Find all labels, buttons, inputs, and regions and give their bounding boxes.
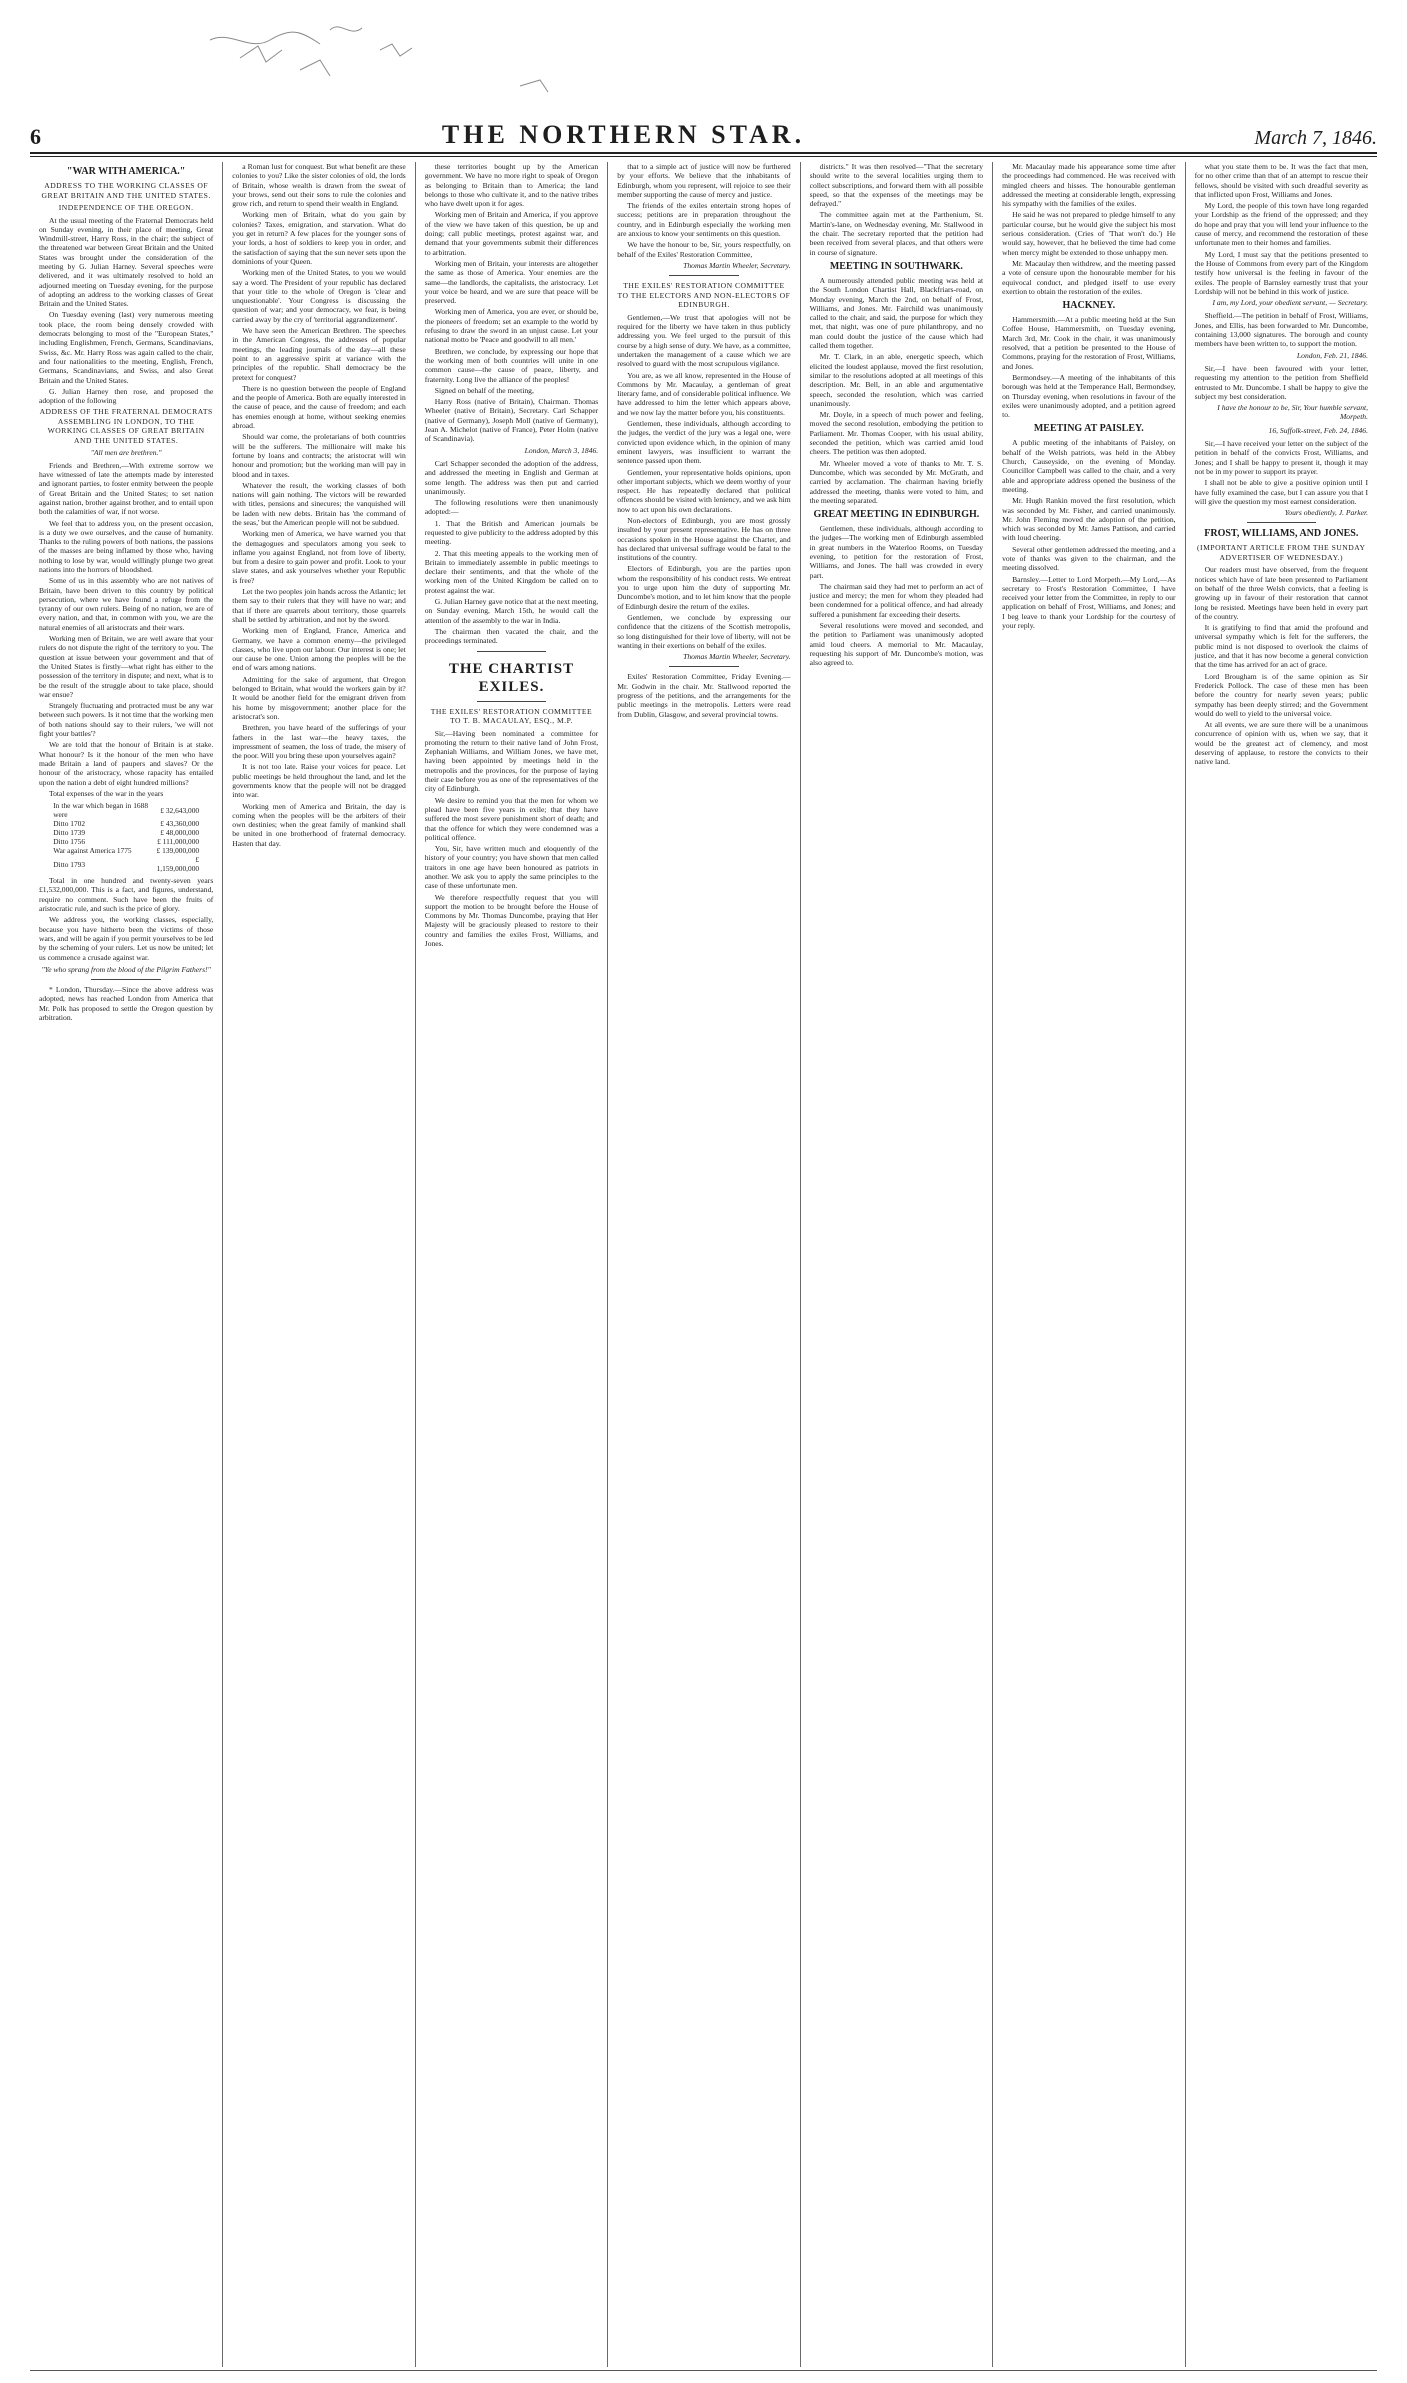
table-row <box>51 846 201 855</box>
table-row <box>51 855 201 873</box>
paragraph: You, Sir, have written much and eloquently of the history of your country; you have shown that men called traitors in one age have been honoured as patriots in another. We ask you to apply the same principles to the case of these unfortunate men. <box>424 844 599 891</box>
paragraph: It is not too late. Raise your voices for peace. Let public meetings be held throughout the land, and let the governments know that the people will not be dragged into war. <box>232 762 406 800</box>
paragraph: Electors of Edinburgh, you are the parties upon whom the responsibility of his conduct rests. We entreat you to urge upon him the duty of supporting Mr. Duncombe's motion, and to let him know that the people of Edinburgh desire the return of the exiles. <box>617 564 791 611</box>
paragraph: On Tuesday evening (last) very numerous meeting took place, the room being densely crowded with democrats belonging to most of the "European States," including Englishmen, French, Germans, Scandinavians, Swiss, &c. Mr. Harry Ross was again called to the chair, and four nationalities to the meeting, English, French, Germans, Scandinavians, and Swiss, and also Great Britain and the United States. <box>39 310 214 385</box>
paragraph: districts." It was then resolved—"That the secretary should write to the several localities urging them to collect subscriptions, and forward them with all possible speed, so that the expenses of the meetings may be defrayed." <box>809 162 984 209</box>
paragraph: Gentlemen, your representative holds opinions, upon other important subjects, which we deem worthy of your respect. He has repeatedly declared that political offences should be visited with leniency, and we ask him now to act upon his own declarations. <box>617 467 791 514</box>
signature-intro: Signed on behalf of the meeting, <box>434 385 534 395</box>
paragraph: Gentlemen, these individuals, although according to the judges, the verdict of the jury was a legal one, were convicted upon evidence which, in the opinion of many eminent lawyers, was insufficient to warrant the sentence passed upon them. <box>617 419 791 466</box>
divider <box>91 979 161 980</box>
paragraph: Sir,—I have been favoured with your letter, requesting my attention to the petition from Sheffield entrusted to Mr. Duncombe. I shall be happy to give the subject my best consideration. <box>1194 363 1369 401</box>
column-1 <box>30 162 222 2367</box>
table-cell: £ 48,000,000 <box>160 828 200 838</box>
paragraph: Working men of America, we have warned you that the demagogues and speculators among you seek to inflame you against England, not from love of liberty, but from a desire to gain power and profit. Look to your slave states, and ask yourselves whether your Republic is free? <box>232 529 406 585</box>
paragraph: Mr. Macaulay then withdrew, and the meeting passed a vote of censure upon the honourable member for his equivocal conduct, and pledged itself to use every exertion to obtain the restoration of the exiles. <box>1002 258 1176 296</box>
page-number: 6 <box>30 124 41 149</box>
paragraph: 1. That the British and American journals be requested to give publicity to the address adopted by this meeting. <box>424 518 599 547</box>
article-subheadline: (IMPORTANT ARTICLE FROM THE SUNDAY ADVERTISER OF WEDNESDAY.) <box>1197 543 1366 562</box>
section-headline: THE CHARTIST EXILES. <box>448 660 575 695</box>
divider <box>669 275 738 276</box>
masthead <box>30 118 1377 150</box>
paragraph: Whatever the result, the working classes of both nations will gain nothing. The victors will be rewarded with titles, pensions and sinecures; the vanquished will be laden with new debts. Britain has 'the command of the seas,' but the American people will not be subdued. <box>232 480 406 527</box>
address-heading: ADDRESS OF THE FRATERNAL DEMOCRATS ASSEMBLING IN LONDON, TO THE WORKING CLASSES OF GREAT BRITAIN AND THE UNITED STATES. <box>39 407 213 445</box>
paragraph: Mr. Macaulay made his appearance some time after the proceedings had commenced. He was received with mingled cheers and hisses. The honourable gentleman addressed the meeting at considerable length, expressing his sympathy with the families of the exiles. <box>1002 162 1176 209</box>
column-2 <box>222 162 414 2367</box>
column-3 <box>415 162 607 2367</box>
article-subheadline-2: INDEPENDENCE OF THE OREGON. <box>58 203 194 212</box>
paragraph: G. Julian Harney gave notice that at the next meeting, on Sunday evening, March 15th, he would call the attention of the assembly to the war in India. <box>424 597 599 625</box>
signature: Yours obediently, J. Parker. <box>1284 508 1369 518</box>
paragraph: The chairman said they had met to perform an act of justice and mercy; the men for whom they pleaded had been condemned for a political offence, and had already suffered a punishment far exceeding their deserts. <box>809 581 984 619</box>
table-row <box>51 828 201 837</box>
poem-line: "Ye who sprang from the blood of the Pilgrim Fathers!" <box>41 964 211 974</box>
article-headline: "WAR WITH AMERICA." <box>66 166 186 177</box>
paragraph: Should war come, the proletarians of both countries will be the sufferers. The millionaire will make his fortune by loans and contracts; the aristocrat will win honour and promotion; but the working man will pay in blood and in taxes. <box>232 432 406 479</box>
paragraph: It is gratifying to find that amid the profound and universal sympathy which is felt for the sufferers, the public mind is not disposed to overlook the claims of justice, and that it has now become a general conviction that the time has arrived for an act of grace. <box>1194 623 1369 670</box>
table-cell: £ 111,000,000 <box>157 837 200 847</box>
paragraph: We desire to remind you that the men for whom we plead have been five years in exile; that they have suffered the most severe punishment short of death; and that the offence for which they were condemned was a political offence. <box>424 795 599 842</box>
table-cell: £ 43,360,000 <box>160 819 200 829</box>
paragraph: We have seen the American Brethren. The speeches in the American Congress, the addresses of popular meetings, the leading journals of the day—all these point to an aggressive spirit at variance with the principles of the republic. Shall democracy be the pretext for conquest? <box>232 326 406 382</box>
footnote: * London, Thursday.—Since the above address was adopted, news has reached London from America that Mr. Polk has proposed to settle the Oregon question by arbitration. <box>39 985 214 1022</box>
bottom-rule <box>30 2370 1377 2371</box>
article-headline: FROST, WILLIAMS, AND JONES. <box>1204 528 1359 540</box>
table-cell: £ 1,159,000,000 <box>156 855 200 874</box>
paragraph: Let the two peoples join hands across the Atlantic; let them say to their rulers that they will have no war; and that if there are quarrels about territory, those quarrels shall be settled by arbitration, and not by the sword. <box>232 587 406 624</box>
paragraph: Gentlemen, these individuals, although according to the judges—The working men of Edinburgh assembled in great numbers in the Waterloo Rooms, on Tuesday evening, to petition for the restoration of Frost, Williams, and Jones. The hall was crowded in every part. <box>809 524 984 580</box>
paragraph: Lord Brougham is of the same opinion as Sir Frederick Pollock. The case of these men has been before the country for nearly seven years; public sympathy has been deeply stirred; and the Government would do well to yield to the universal voice. <box>1194 671 1369 718</box>
column-7 <box>1185 162 1377 2367</box>
article-subheadline: THE EXILES' RESTORATION COMMITTEE TO THE ELECTORS AND NON-ELECTORS OF EDINBURGH. <box>617 281 791 310</box>
paragraph: Barnsley.—Letter to Lord Morpeth.—My Lord,—As secretary to Frost's Restoration Committee, I have received your letter from the Committee, in reply to our application on behalf of Frost, Williams, and Jones; and I beg leave to thank your Lordship for the courtesy of your reply. <box>1002 574 1176 631</box>
paragraph: Total in one hundred and twenty-seven years £1,532,000,000. This is a fact, and figures, understand, require no comment. Such have been the fruits of aristocratic rule, and such is the price of glory. <box>39 876 214 914</box>
paragraph: He said he was not prepared to pledge himself to any particular course, but he would give the subject his most serious consideration. (Cries of 'That won't do.') He would say, however, that he believed the time had come when mercy might be extended to those unhappy men. <box>1002 210 1176 257</box>
newspaper-title: THE NORTHERN STAR. <box>441 120 806 149</box>
paragraph: A public meeting of the inhabitants of Paisley, on behalf of the Welsh patriots, was held in the Abbey Church, Causeyside, on the evening of Monday. Councillor Campbell was called to the chair, and a very able and appropriate address opened the business of the meeting. <box>1002 438 1176 494</box>
signature: I am, my Lord, your obedient servant, — Secretary. <box>1212 298 1369 308</box>
article-columns <box>30 162 1377 2367</box>
article-subheadline: ADDRESS TO THE WORKING CLASSES OF GREAT BRITAIN AND THE UNITED STATES. <box>41 181 211 200</box>
torn-edge-graphic <box>0 0 1407 118</box>
paragraph: Working men of America, you are ever, or should be, the pioneers of freedom; set an example to the world by refusing to draw the sword in an unjust cause. Let your national motto be 'Peace and goodwill to all men.' <box>424 307 599 345</box>
paragraph: Working men of England, France, America and Germany, we have a common enemy—the privileged classes, who live upon our labour. Our interest is one; let our cause be one. Union among the peoples will be the end of wars among nations. <box>232 626 406 673</box>
paragraph: Mr. T. Clark, in an able, energetic speech, which elicited the loudest applause, moved the first resolution, similar to the resolutions adopted at all meetings of this description. Mr. Bell, in an able and argumentative speech, seconded the resolution, which was carried unanimously. <box>809 352 984 408</box>
article-headline: GREAT MEETING IN EDINBURGH. <box>813 509 980 521</box>
paragraph: Gentlemen, we conclude by expressing our confidence that the citizens of the Scottish metropolis, so long distinguished for their love of liberty, will not be wanting in their exertions on behalf of the exiles. <box>617 612 791 650</box>
paragraph: Hammersmith.—At a public meeting held at the Sun Coffee House, Hammersmith, on Tuesday evening, March 3rd, Mr. Cook in the chair, it was unanimously resolved, that a petition be presented to the House of Commons, praying for the restoration of Frost, Williams, and Jones. <box>1002 315 1176 371</box>
table-cell <box>51 819 150 828</box>
paragraph: Working men of America and Britain, the day is coming when the peoples will be the arbiters of their own destinies; when the great family of mankind shall be united in one brotherhood of fraternal democracy. Hasten that day. <box>232 801 406 848</box>
masthead-rule <box>30 152 1377 154</box>
divider <box>477 651 546 652</box>
signature: Thomas Martin Wheeler, Secretary. <box>683 260 791 270</box>
paragraph: Friends and Brethren,—With extreme sorrow we have witnessed of late the attempts made by interested and ignorant parties, to foster enmity between the people of Great Britain and the United States; to set nation against nation, brother against brother, and to entail upon both the calamities of war, if not worse. <box>39 460 214 517</box>
paragraph: Sir,—Having been nominated a committee for promoting the return to their native land of John Frost, Zephaniah Williams, and William Jones, we have met, having been appointed by meetings held in the metropolis and the provinces, for the purpose of laying their case before you as one of the representatives of the city of Edinburgh. <box>424 728 599 794</box>
table-cell <box>51 837 150 846</box>
table-cell <box>51 828 150 837</box>
paragraph: We address you, the working classes, especially, because you have hitherto been the victims of those wars, and will be again if you permit yourselves to be led by the scheming of your rulers. Let us now be united; let us commence a crusade against war. <box>39 915 214 962</box>
paragraph: Several resolutions were moved and seconded, and the petition to Parliament was unanimously adopted amid loud cheers. A memorial to Mr. Macaulay, requesting his support of Mr. Duncombe's motion, was also agreed to. <box>809 621 984 668</box>
paragraph: A numerously attended public meeting was held at the South London Chartist Hall, Blackfriars-road, on Monday evening, March the 2nd, on behalf of Frost, Williams, and Jones. Mr. Fairchild was unanimously called to the chair, and said, the purpose for which they met, that night, was one of pure philanthropy, and no man could doubt the justice of the cause which had called them together. <box>809 275 984 351</box>
paragraph: Working men of Britain, what do you gain by colonies? Taxes, emigration, and starvation. What do you get in return? A few places for the younger sons of your lords, a host of soldiers to keep you in order, and the satisfaction of saying that the sun never sets upon the dominions of your Queen. <box>232 210 406 266</box>
column-6 <box>992 162 1184 2367</box>
war-expenses-table <box>51 801 201 873</box>
paragraph: The committee again met at the Parthenium, St. Martin's-lane, on Wednesday evening, Mr. Stallwood in the chair. The secretary reported that the petition had been received from several places, and that others were in course of signature. <box>809 210 984 257</box>
paragraph: Our readers must have observed, from the frequent notices which have of late been presented to Parliament on behalf of the three Welsh convicts, that a feeling is growing up in favour of their restoration that cannot long be resisted. Meetings have been held in every part of the country. <box>1194 565 1369 621</box>
divider <box>669 666 738 667</box>
torn-top-edge <box>0 0 1407 118</box>
table-cell-label: Ditto <box>53 819 69 829</box>
article-headline: MEETING AT PAISLEY. <box>1033 423 1144 435</box>
paragraph: Working men of Britain, your interests are altogether the same as those of America. Your enemies are the same—the landlords, the capitalists, the aristocracy. Let your voice be heard, and we are sure that peace will be preserved. <box>424 258 599 306</box>
issue-date: March 7, 1846. <box>1254 127 1377 149</box>
paragraph: We are told that the honour of Britain is at stake. What honour? Is it the honour of the men who have made Britain a land of paupers and slaves? Or the honour of the aristocracy, whose rapacity has entailed upon the nation a debt of eight hundred millions? <box>39 740 214 787</box>
table-row <box>51 819 201 828</box>
paragraph: Admitting for the sake of argument, that Oregon belonged to Britain, what would the workers gain by it? It would be another field for the emigrant driven from his home by misgovernment; another place for the aristocrat's son. <box>232 674 406 721</box>
paragraph: Sir,—I have received your letter on the subject of the petition in behalf of the convicts Frost, Williams, and Jones; and I shall be happy to present it, though it may not be in my power to support its prayer. <box>1194 439 1369 476</box>
table-cell-label: Ditto <box>53 859 69 869</box>
paragraph: Carl Schapper seconded the adoption of the address, and addressed the meeting in English and German at some length. The address was then put and carried unanimously. <box>424 458 599 496</box>
signature: Thomas Martin Wheeler, Secretary. <box>683 652 791 662</box>
paragraph: Working men of Britain and America, if you approve of the view we have taken of this question, be up and doing; call public meetings, protest against war, and demand that your governments submit their differences to arbitration. <box>424 210 599 257</box>
date-line: London, March 3, 1846. <box>524 445 599 455</box>
paragraph: You are, as we all know, represented in the House of Commons by Mr. Macaulay, a gentleman of great literary fame, and of considerable political influence. We have addressed to him the letter which appears above, and we now lay the matter before you, his constituents. <box>617 370 791 417</box>
paragraph: G. Julian Harney then rose, and proposed the adoption of the following <box>39 386 214 406</box>
paragraph: We have the honour to be, Sir, yours respectfully, on behalf of the Exiles' Restoration Committee, <box>617 240 791 259</box>
masthead-rule-thin <box>30 156 1377 157</box>
table-row <box>51 801 201 819</box>
paragraph: Exiles' Restoration Committee, Friday Evening.—Mr. Godwin in the chair. Mr. Stallwood reported the progress of the petitions, and the arrangements for the public meetings in the metropolis. Letters were read from Dublin, Glasgow, and several provincial towns. <box>617 672 791 719</box>
article-headline: MEETING IN SOUTHWARK. <box>829 260 963 272</box>
table-cell <box>51 855 150 873</box>
paragraph: Brethren, you have heard of the sufferings of your fathers in the last war—the heavy taxes, the impressment of seamen, the loss of trade, the misery of the poor. Will you bring these upon yourselves again? <box>232 723 406 761</box>
paragraph: Sheffield.—The petition in behalf of Frost, Williams, Jones, and Ellis, has been forwarded to Mr. Duncombe, containing 13,000 signatures. The borough and county members have been written to, to support the motion. <box>1194 311 1369 349</box>
signatures: Harry Ross (native of Britain), Chairman. Thomas Wheeler (native of Britain), Secretary. Carl Schapper (native of Germany), Joseph Moll (native of Germany), Jean A. Michelot (native of France), Peter Holm (native of Scandinavia). <box>424 397 599 444</box>
paragraph: The chairman then vacated the chair, and the proceedings terminated. <box>424 626 599 646</box>
article-subheadline: THE EXILES' RESTORATION COMMITTEE TO T. B. MACAULAY, ESQ., M.P. <box>430 706 593 726</box>
paragraph: Bermondsey.—A meeting of the inhabitants of this borough was held at the Temperance Hall, Bermondsey, on Thursday evening, when resolutions in favour of the exiles were unanimously adopted, and a petition agreed to. <box>1002 372 1176 420</box>
paragraph: Some of us in this assembly who are not natives of Britain, have been driven to this country by political persecution, where we have found a refuge from the tyranny of our own rulers. Being of no nation, we are of every nation, and that, in common with you, we are the natural enemies of all aristocrats and their wars. <box>39 576 214 632</box>
divider <box>477 701 546 702</box>
paragraph: Gentlemen,—We trust that apologies will not be required for the liberty we have taken in thus publicly addressing you. We feel urged to the pursuit of this course by a high sense of duty. We have, as a committee, undertaken the management of a cause which we are resolved to guard with the most scrupulous vigilance. <box>617 312 791 369</box>
column-4 <box>607 162 799 2367</box>
date-line: 16, Suffolk-street, Feb. 24, 1846. <box>1268 425 1369 435</box>
table-cell-year: 1739 <box>70 828 86 838</box>
paragraph: a Roman lust for conquest. But what benefit are these colonies to you? Like the sister colonies of old, the lords of Britain, whose wealth is drawn from the sweat of your brows, send out their sons to rule the colonies and grow rich, and return to spend their wealth in England. <box>232 162 406 209</box>
table-cell: In the war which began in 1688 were <box>53 801 149 820</box>
paragraph: We feel that to address you, on the present occasion, is a duty we owe ourselves, and the cause of humanity. Thanks to the ruling powers of both nations, the passions of the masses are being inflamed by those who, having nothing to lose by war, would willingly plunge two great nations into the horrors of bloodshed. <box>39 518 214 574</box>
paragraph: The friends of the exiles entertain strong hopes of success; petitions are in preparation throughout the country, and in Edinburgh especially the working men are anxious to know your sentiments on this question. <box>617 201 791 239</box>
paragraph: Mr. Wheeler moved a vote of thanks to Mr. T. S. Duncombe, which was seconded by Mr. McGrath, and carried by acclamation. The chairman having briefly addressed the meeting, thanks were voted to him, and the meeting separated. <box>809 458 984 505</box>
divider <box>1247 522 1316 523</box>
paragraph: 2. That this meeting appeals to the working men of Britain to immediately assemble in public meetings to declare their sentiments, and that the whole of the working men of the United Kingdom be called on to protest against the war. <box>424 548 599 595</box>
table-caption: Total expenses of the war in the years <box>49 788 164 798</box>
table-row <box>51 837 201 846</box>
paragraph: At the usual meeting of the Fraternal Democrats held on Sunday evening, in their place of meeting, Great Windmill-street, Harry Ross, in the chair; the subject of the threatened war between Great Britain and the United States was brought under the consideration of the meeting by G. Julian Harney. Several speeches were delivered, and it was ultimately resolved to hold an adjourned meeting on Tuesday evening, for the purpose of adopting an address to the working classes of Great Britain and the United States. <box>39 215 214 309</box>
paragraph: At all events, we are sure there will be a unanimous concurrence of opinion with us, when we say, that it would be the greatest act of clemency, and most deserving of applause, to restore the convicts to their native land. <box>1194 720 1369 767</box>
paragraph: Brethren, we conclude, by expressing our hope that the working men of both countries will unite in one common cause—the cause of peace, liberty, and fraternity. Long live the alliance of the peoples! <box>424 346 599 384</box>
paragraph: Non-electors of Edinburgh, you are most grossly insulted by your present representative. He has on three occasions spoken in the House against the Charter, and has declared that universal suffrage would be fatal to the institutions of the country. <box>617 516 791 563</box>
table-cell-year: 1702 <box>70 819 86 829</box>
paragraph: that to a simple act of justice will now be furthered by your efforts. We believe that the inhabitants of Edinburgh, whom you represent, will rejoice to see their member supporting the cause of mercy and justice. <box>617 162 791 199</box>
table-cell: £ 139,000,000 <box>156 846 200 856</box>
column-5 <box>800 162 992 2367</box>
address-motto: "All men are brethren." <box>90 448 162 458</box>
date-line: London, Feb. 21, 1846. <box>1296 350 1369 360</box>
paragraph: Several other gentlemen addressed the meeting, and a vote of thanks was given to the chairman, and the meeting dissolved. <box>1002 544 1176 573</box>
paragraph: My Lord, the people of this town have long regarded your Lordship as the friend of the oppressed; and they do hope and pray that you will lend your influence to the cause of mercy, and recommend the restoration of these unfortunate men to their homes and families. <box>1194 201 1369 248</box>
paragraph: Mr. Doyle, in a speech of much power and feeling, moved the second resolution, embodying the petition to Parliament. Mr. Thomas Cooper, with his usual ability, seconded the petition, which was carried amid loud cheers. The petition was then adopted. <box>809 410 984 457</box>
table-cell-year: 1756 <box>70 837 86 847</box>
table-cell-label: Ditto <box>53 837 69 847</box>
paragraph: We therefore respectfully request that you will support the motion to be brought before the House of Commons by Mr. Thomas Duncombe, praying that Her Majesty will be graciously pleased to restore to their country and families the exiles Frost, Williams, and Jones. <box>424 892 599 949</box>
table-cell: War against America 1775 <box>53 846 132 856</box>
signature: I have the honour to be, Sir, Your humble servant, Morpeth. <box>1217 403 1369 422</box>
paragraph: Working men of the United States, to you we would say a word. The President of your republic has declared that your title to the whole of Oregon is 'clear and unquestionable'. Your Congress is discussing the question of war; and your democracy, we fear, is being carried away by the cry of 'territorial aggrandizement'. <box>232 268 406 324</box>
paragraph: these territories bought up by the American government. We have no more right to speak of Oregon as belonging to Britain than to America; the land belongs to those who cultivate it, and to the native tribes who have dwelt upon it for ages. <box>424 162 599 209</box>
article-headline: HACKNEY. <box>1062 300 1116 312</box>
table-cell-label: Ditto <box>53 828 69 838</box>
paragraph: Mr. Hugh Rankin moved the first resolution, which was seconded by Mr. Fisher, and carried unanimously. Mr. John Fleming moved the adoption of the petition, which was seconded by Mr. James Pattison, and carried with loud cheering. <box>1002 496 1176 543</box>
paragraph: Strangely fluctuating and protracted must be any war between such powers. Is it not time that the working men of both nations should say to their rulers, 'we will not fight your battles'? <box>39 701 214 739</box>
paragraph: what you state them to be. It was the fact that men, for no other crime than that of an attempt to rescue their fellows, should be visited with such dreadful severity as that inflicted upon Frost, Williams and Jones. <box>1194 162 1369 199</box>
paragraph: The following resolutions were then unanimously adopted:— <box>424 498 599 517</box>
table-cell-year: 1793 <box>70 859 86 869</box>
paragraph: I shall not be able to give a positive opinion until I have fully examined the case, but I can assure you that I will give the question my most earnest consideration. <box>1194 478 1369 506</box>
paragraph: There is no question between the people of England and the people of America. Both are equally interested in the cause of peace, and the cause of freedom; and each has enemies enough at home, without seeking enemies abroad. <box>232 383 406 431</box>
paragraph: Working men of Britain, we are well aware that your rulers do not dispute the right of the territory to you. The question at issue between your government and that of the United States is firstly—what right has either to the possession of the territory in dispute; and next, what is to be the result of the struggle about to take place, should war ensue? <box>39 634 214 699</box>
table-cell: £ 32,643,000 <box>160 805 200 815</box>
paragraph: My Lord, I must say that the petitions presented to the House of Commons from every part of the Kingdom testify how universal is the feeling in favour of the exiles. The people of Barnsley earnestly trust that your Lordship will not be behind in this work of justice. <box>1194 249 1369 296</box>
